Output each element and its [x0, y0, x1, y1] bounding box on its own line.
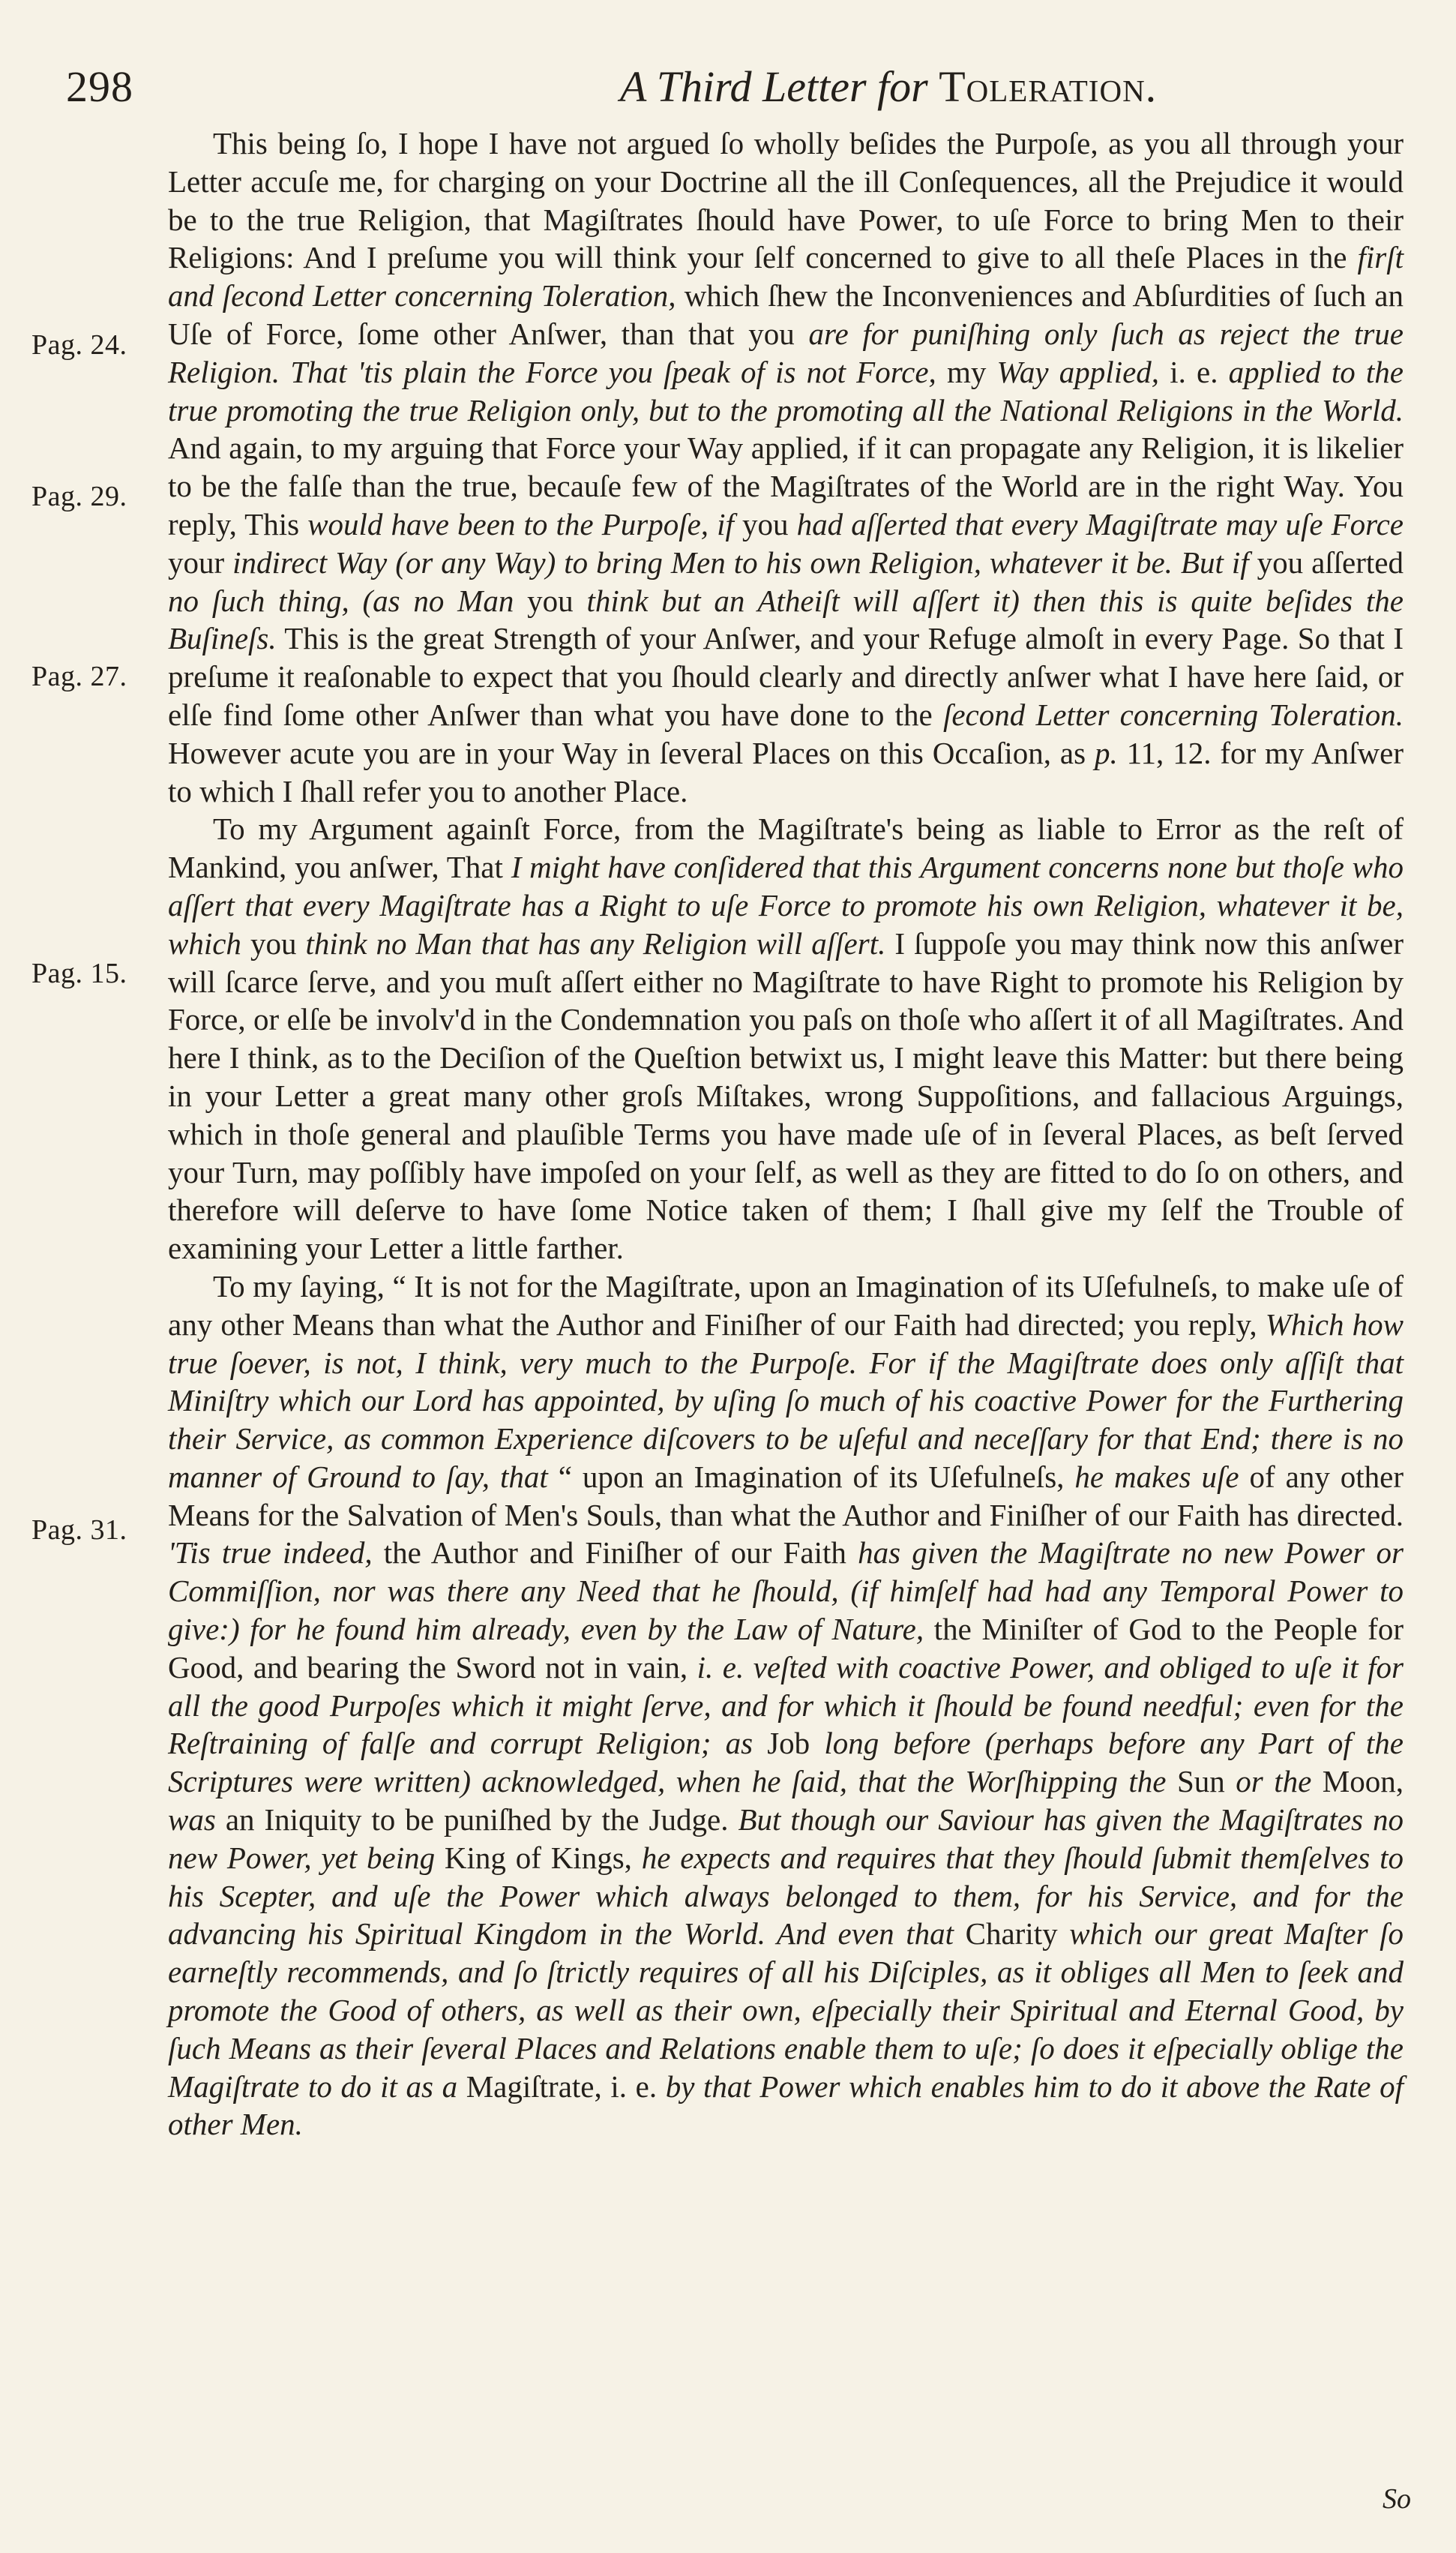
roman-text: of any other Means for the Salvation of Men's Souls, than what the Author and Finiſher of our Faith has directed.	[168, 1459, 1404, 1532]
italic-text: which our great Maſter ſo earneſtly recommends, and ſo ſtrictly requires of all his Diſciples, as it obliges all Men to ſeek and promote the Good of others, as well as their own, eſpecially their Spiritual and Eternal Good, by ſuch Means as their ſeveral Places and Relations enable them to uſe; ſo does it eſpecially oblige the Magiſtrate to do it as a	[168, 1916, 1404, 2104]
margin-note: Pag. 29.	[31, 481, 127, 512]
italic-text: he expects and requires that they ſhould ſubmit themſelves to his Scepter, and uſe the Power which always belonged to them, for his Service, and for the advancing his Spiritual Kingdom in the World. And even that	[168, 1840, 1404, 1952]
italic-text: indirect Way (or any Way) to bring Men to his own Religion, whatever it be. But if	[232, 544, 1249, 580]
italic-text: or the	[1236, 1764, 1312, 1799]
roman-text: you	[514, 583, 587, 618]
catchword: So	[1383, 2483, 1411, 2515]
roman-text: Magiſtrate, i. e.	[457, 2068, 666, 2104]
roman-text: “ upon an Imagination of its Uſefulneſs,	[547, 1459, 1075, 1494]
roman-text: And again, to my arguing that Force your Way applied, if it can propagate any Religion, it is likelier to be the falſe than the true, becauſe few of the Magiſtrates of the World are in the right Way. You reply, This	[168, 430, 1404, 542]
roman-text: you	[241, 926, 306, 961]
roman-text: Moon,	[1311, 1764, 1404, 1799]
roman-text: Charity	[954, 1916, 1070, 1952]
body-text	[168, 124, 1404, 2144]
running-head-caps: Toleration.	[939, 62, 1158, 111]
roman-text: 11, 12. for my Anſwer to which I ſhall refer you to another Place.	[168, 735, 1404, 808]
roman-text: your	[168, 544, 233, 580]
roman-text: you	[733, 506, 797, 542]
italic-text: think but an Atheiſt will aſſert it) then this is quite beſides the Buſineſs.	[168, 583, 1404, 656]
margin-note: Pag. 27.	[31, 661, 127, 692]
italic-text: think no Man that has any Religion will aſſert.	[305, 926, 886, 961]
roman-text: Job	[753, 1726, 825, 1761]
paragraph	[168, 810, 1404, 1268]
roman-text: This being ſo, I hope I have not argued ſo wholly beſides the Purpoſe, as you all through your Letter accuſe me, for charging on your Doctrine all the ill Conſequences, all the Prejudice it would be to the true Religion, that Magiſtrates ſhould have Power, to uſe Force to bring Men to their Religions: And I preſume you will think your ſelf concerned to give to all theſe Places in the	[168, 126, 1404, 275]
italic-text: by that Power which enables him to do it above the Rate of other Men.	[168, 2068, 1404, 2142]
roman-text: To my ſaying, “ It is not for the Magiſtrate, upon an Imagination of its Uſefulneſs, to make uſe of any other Means than what the Author and Finiſher of our Faith had directed; you reply,	[168, 1268, 1404, 1342]
italic-text: had aſſerted that every Magiſtrate may uſe Force	[796, 506, 1404, 542]
roman-text: the Miniſter of God to the People for Good, and bearing the Sword not in vain,	[168, 1612, 1404, 1684]
margin-note: Pag. 24.	[31, 329, 127, 361]
roman-text: my	[936, 354, 997, 389]
paragraph	[168, 1268, 1404, 2144]
roman-text: This is the great Strength of your Anſwer, and your Refuge almoſt in every Page. So that I preſume it reaſonable to expect that you ſhould clearly and directly anſwer what I have here ſaid, or elſe find ſome other Anſwer than what you have done to the	[168, 621, 1404, 732]
roman-text: an Iniquity to be puniſhed by the Judge.	[215, 1802, 738, 1838]
italic-text: 'Tis true indeed,	[168, 1535, 373, 1570]
italic-text: was	[168, 1802, 216, 1838]
margin-note: Pag. 31.	[31, 1514, 127, 1546]
running-head-italic: A Third Letter for	[619, 62, 928, 111]
roman-text: i. e.	[1159, 354, 1229, 389]
italic-text: ſecond Letter concerning Toleration.	[942, 697, 1404, 732]
italic-text: But though our Saviour has given the Magiſtrates no new Power, yet being	[168, 1802, 1404, 1875]
roman-text: Sun	[1166, 1764, 1236, 1799]
roman-text: However acute you are in your Way in ſeveral Places on this Occaſion, as	[168, 735, 1095, 770]
roman-text: which ſhew the Inconveniences and Abſurdities of ſuch an Uſe of Force, ſome other Anſwer, than that you	[168, 278, 1404, 351]
roman-text: To my Argument againſt Force, from the Magiſtrate's being as liable to Error as the reſt of Mankind, you anſwer, That	[168, 812, 1404, 885]
italic-text: Which how true ſoever, is not, I think, very much to the Purpoſe. For if the Magiſtrate does only aſſiſt that Miniſtry which our Lord has appointed, by uſing ſo much of his coactive Power for the Furthering their Service, as common Experience diſcovers to be uſeful and neceſſary for that End; there is no manner of Ground to ſay, that	[168, 1306, 1404, 1494]
running-head	[367, 62, 1410, 112]
italic-text: long before (perhaps before any Part of the Scriptures were written) acknowledged, when he ſaid, that the Worſhipping the	[168, 1726, 1404, 1799]
roman-text: King of Kings,	[435, 1840, 642, 1875]
italic-text: he makes uſe	[1074, 1459, 1239, 1494]
italic-text: are for puniſhing only ſuch as reject the true Religion. That 'tis plain the Force you ſpeak of is not Force,	[168, 316, 1404, 389]
italic-text: I might have conſidered that this Argument concerns none but thoſe who aſſert that every Magiſtrate has a Right to uſe Force to promote his own Religion, whatever it be, which	[168, 850, 1404, 961]
roman-text: the Author and Finiſher of our Faith	[372, 1535, 858, 1570]
roman-text: I ſuppoſe you may think now this anſwer will ſcarce ſerve, and you muſt aſſert either no Magiſtrate to have Right to promote his Religion by Force, or elſe be involv'd in the Condemnation you paſs on thoſe who aſſert it of all Magiſtrates. And here I think, as to the Deciſion of the Queſtion betwixt us, I might leave this Matter: but there being in your Letter a great many other groſs Miſtakes, wrong Suppoſitions, and fallacious Arguings, which in thoſe general and plauſible Terms you have made uſe of in ſeveral Places, as beſt ſerved your Turn, may poſſibly have impoſed on your ſelf, as well as they are fitted to do ſo on others, and therefore will deſerve to have ſome Notice taken of them; I ſhall give my ſelf the Trouble of examining your Letter a little farther.	[168, 926, 1404, 1266]
page-number: 298	[66, 62, 133, 111]
italic-text: firſt and ſecond Letter concerning Toleration,	[168, 240, 1404, 314]
italic-text: Way applied,	[996, 354, 1160, 389]
italic-text: applied to the true promoting the true Religion only, but to the promoting all the National Religions in the World.	[168, 354, 1404, 428]
italic-text: p.	[1094, 735, 1118, 770]
roman-text: you aſſerted	[1248, 544, 1404, 580]
italic-text: i. e. veſted with coactive Power, and obliged to uſe it for all the good Purpoſes which it might ſerve, and for which it ſhould be found needful; even for the Reſtraining of falſe and corrupt Religion; as	[168, 1649, 1404, 1761]
margin-note: Pag. 15.	[31, 958, 127, 989]
italic-text: no ſuch thing, (as no Man	[168, 583, 514, 618]
paragraph	[168, 124, 1404, 810]
italic-text: would have been to the Purpoſe, if	[307, 506, 734, 542]
italic-text: has given the Magiſtrate no new Power or Commiſſion, nor was there any Need that he ſhould, (if himſelf had had any Temporal Power to give:) for he found him already, even by the Law of Nature,	[168, 1535, 1404, 1647]
